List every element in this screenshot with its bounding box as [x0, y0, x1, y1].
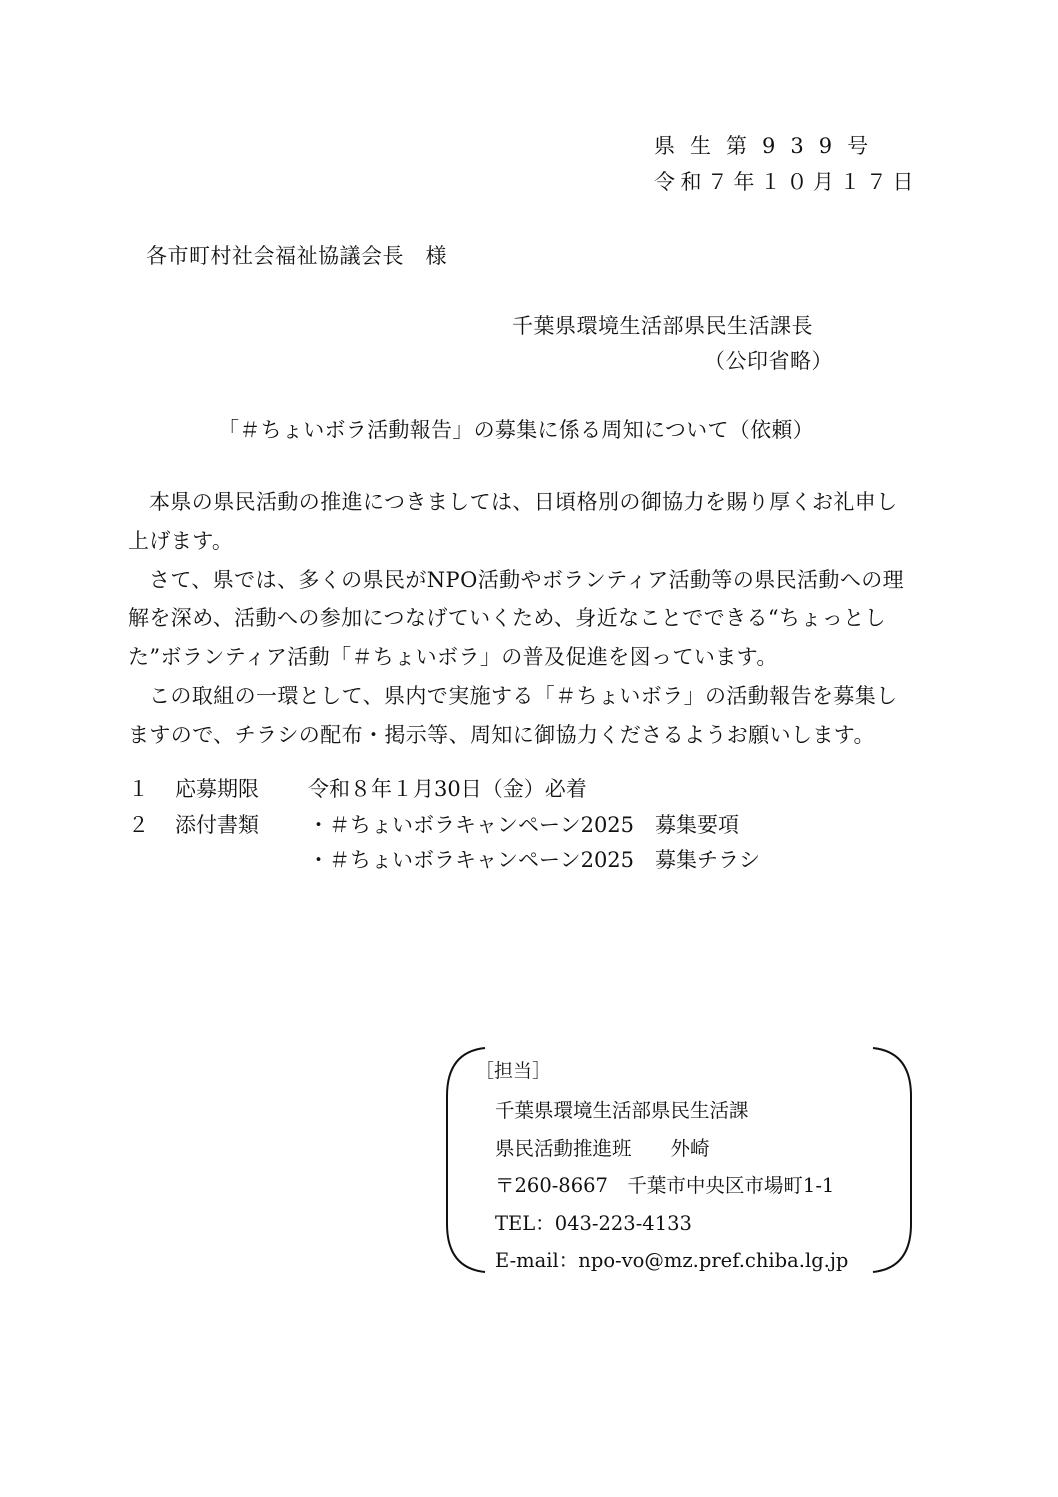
body-paragraph: さて、県では、多くの県民がNPO活動やボランティア活動等の県民活動への理解を深め、活動への参加につなげていくため、身近なことでできる“ちょっとした”ボランティア活動「＃ちょいボラ」の普及促進を図っています。 — [128, 567, 905, 670]
item-label: 応募期限 — [175, 777, 259, 801]
item-deadline — [128, 772, 760, 808]
sender-name: 千葉県環境生活部県民生活課長 — [512, 314, 813, 338]
item-label: 添付書類 — [175, 812, 259, 837]
contact-header: ［担当］ — [475, 1060, 552, 1082]
items-list — [128, 772, 760, 879]
contact-details — [495, 1092, 848, 1280]
body-paragraph: 本県の県民活動の推進につきましては、日頃格別の御協力を賜り厚くお礼申し上げます。 — [128, 490, 898, 553]
contact-email: E-mail：npo-vo@mz.pref.chiba.lg.jp — [495, 1249, 849, 1272]
sender-seal-note: （公印省略） — [704, 349, 833, 373]
addressee: 各市町村社会福祉協議会長 様 — [146, 244, 447, 268]
body-paragraph: この取組の一環として、県内で実施する「＃ちょいボラ」の活動報告を募集しますので、チラシの配布・掲示等、周知に御協力くださるようお願いします。 — [128, 683, 898, 747]
document-date: 令和７年１０月１７日 — [654, 170, 919, 194]
item-value: ・＃ちょいボラキャンペーン2025 募集チラシ — [308, 848, 761, 872]
contact-address: 〒260-8667 千葉市中央区市場町1-1 — [495, 1174, 835, 1197]
item-number: １ — [128, 777, 149, 801]
body-text — [128, 483, 918, 755]
item-attachments-cont — [128, 843, 760, 879]
item-value: ・＃ちょいボラキャンペーン2025 募集要項 — [308, 812, 740, 837]
subject-title: 「＃ちょいボラ活動報告」の募集に係る周知について（依頼） — [218, 418, 814, 442]
contact-department: 千葉県環境生活部県民生活課 — [495, 1099, 749, 1122]
item-number: ２ — [128, 812, 149, 837]
document-number: 県生第939号 — [654, 134, 884, 158]
contact-team: 県民活動推進班 外崎 — [495, 1136, 710, 1160]
contact-tel: TEL：043-223-4133 — [495, 1211, 692, 1235]
item-value: 令和８年１月30日（金）必着 — [308, 777, 587, 801]
item-attachments — [128, 808, 760, 844]
contact-box — [445, 1046, 913, 1274]
